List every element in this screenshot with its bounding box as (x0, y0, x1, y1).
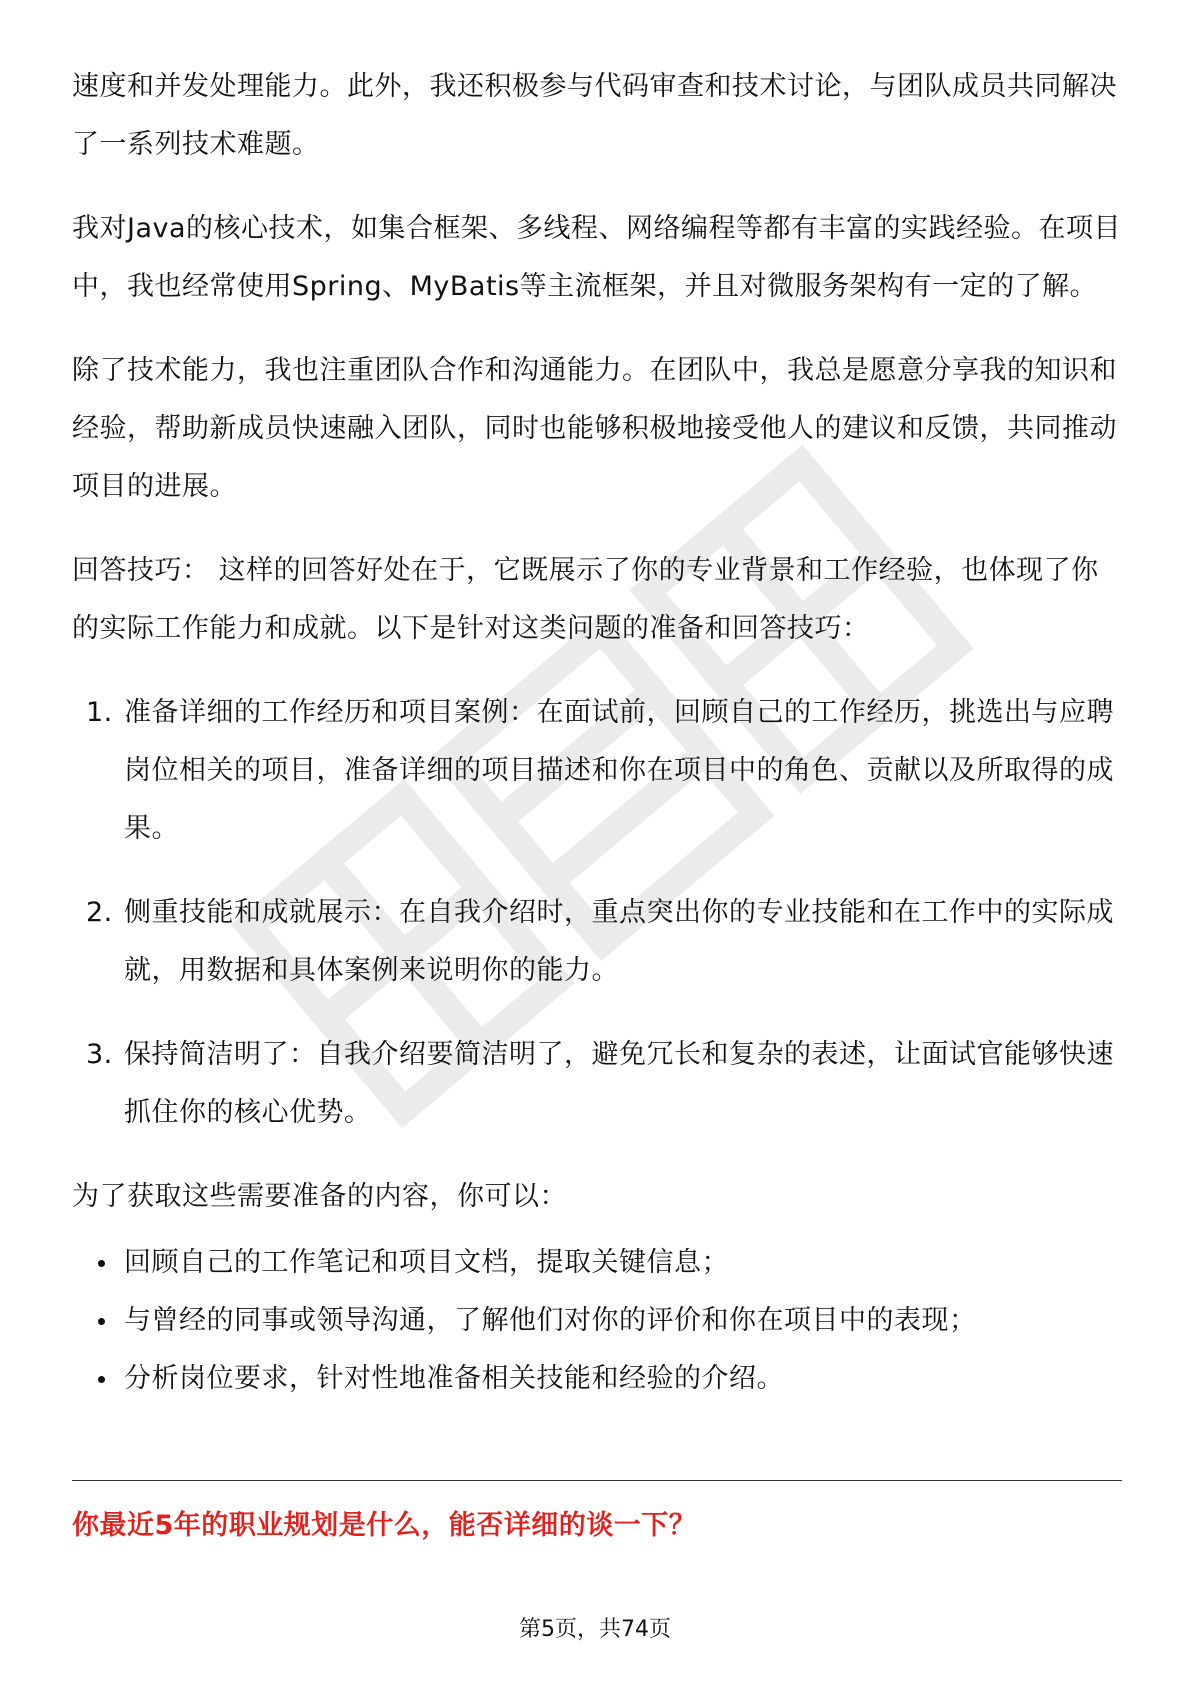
paragraph-java-skills: 我对Java的核心技术，如集合框架、多线程、网络编程等都有丰富的实践经验。在项目中，我也经常使用Spring、MyBatis等主流框架，并且对微服务架构有一定的了解。 (72, 213, 1122, 302)
bullet-dot-icon (98, 1318, 105, 1325)
bullet-item (72, 1292, 1122, 1350)
list-item-number: 1. (86, 697, 113, 728)
list-item-text: 保持简洁明了：自我介绍要简洁明了，避免冗长和复杂的表述，让面试官能够快速抓住你的核心优势。 (124, 1039, 1114, 1128)
next-question-heading: 你最近5年的职业规划是什么，能否详细的谈一下？ (72, 1510, 697, 1541)
list-item (72, 1026, 1122, 1142)
list-item (72, 884, 1122, 1000)
paragraph-tech-experience: 速度和并发处理能力。此外，我还积极参与代码审查和技术讨论，与团队成员共同解决了一系列技术难题。 (72, 71, 1117, 160)
paragraph-answer-tips: 回答技巧： 这样的回答好处在于，它既展示了你的专业背景和工作经验，也体现了你的实际工作能力和成就。以下是针对这类问题的准备和回答技巧： (72, 555, 1099, 644)
list-item-text: 侧重技能和成就展示：在自我介绍时，重点突出你的专业技能和在工作中的实际成就，用数据和具体案例来说明你的能力。 (124, 897, 1114, 986)
prep-bullet-list (72, 1234, 1122, 1408)
bullet-item-text: 分析岗位要求，针对性地准备相关技能和经验的介绍。 (124, 1363, 784, 1394)
bullet-item (72, 1234, 1122, 1292)
section-divider (72, 1480, 1122, 1481)
page-footer: 第5页，共74页 (519, 1617, 671, 1642)
document-body (72, 58, 1122, 1408)
bullet-item-text: 回顾自己的工作笔记和项目文档，提取关键信息； (124, 1247, 729, 1278)
bullet-dot-icon (98, 1260, 105, 1267)
bullet-item (72, 1350, 1122, 1408)
tips-numbered-list (72, 684, 1122, 1142)
paragraph-prep-intro: 为了获取这些需要准备的内容，你可以： (72, 1181, 567, 1212)
paragraph-teamwork: 除了技术能力，我也注重团队合作和沟通能力。在团队中，我总是愿意分享我的知识和经验，帮助新成员快速融入团队，同时也能够积极地接受他人的建议和反馈，共同推动项目的进展。 (72, 355, 1117, 502)
list-item-text: 准备详细的工作经历和项目案例：在面试前，回顾自己的工作经历，挑选出与应聘岗位相关的项目，准备详细的项目描述和你在项目中的角色、贡献以及所取得的成果。 (124, 697, 1114, 844)
list-item (72, 684, 1122, 858)
bullet-dot-icon (98, 1376, 105, 1383)
list-item-number: 2. (86, 897, 113, 928)
bullet-item-text: 与曾经的同事或领导沟通，了解他们对你的评价和你在项目中的表现； (124, 1305, 977, 1336)
list-item-number: 3. (86, 1039, 113, 1070)
